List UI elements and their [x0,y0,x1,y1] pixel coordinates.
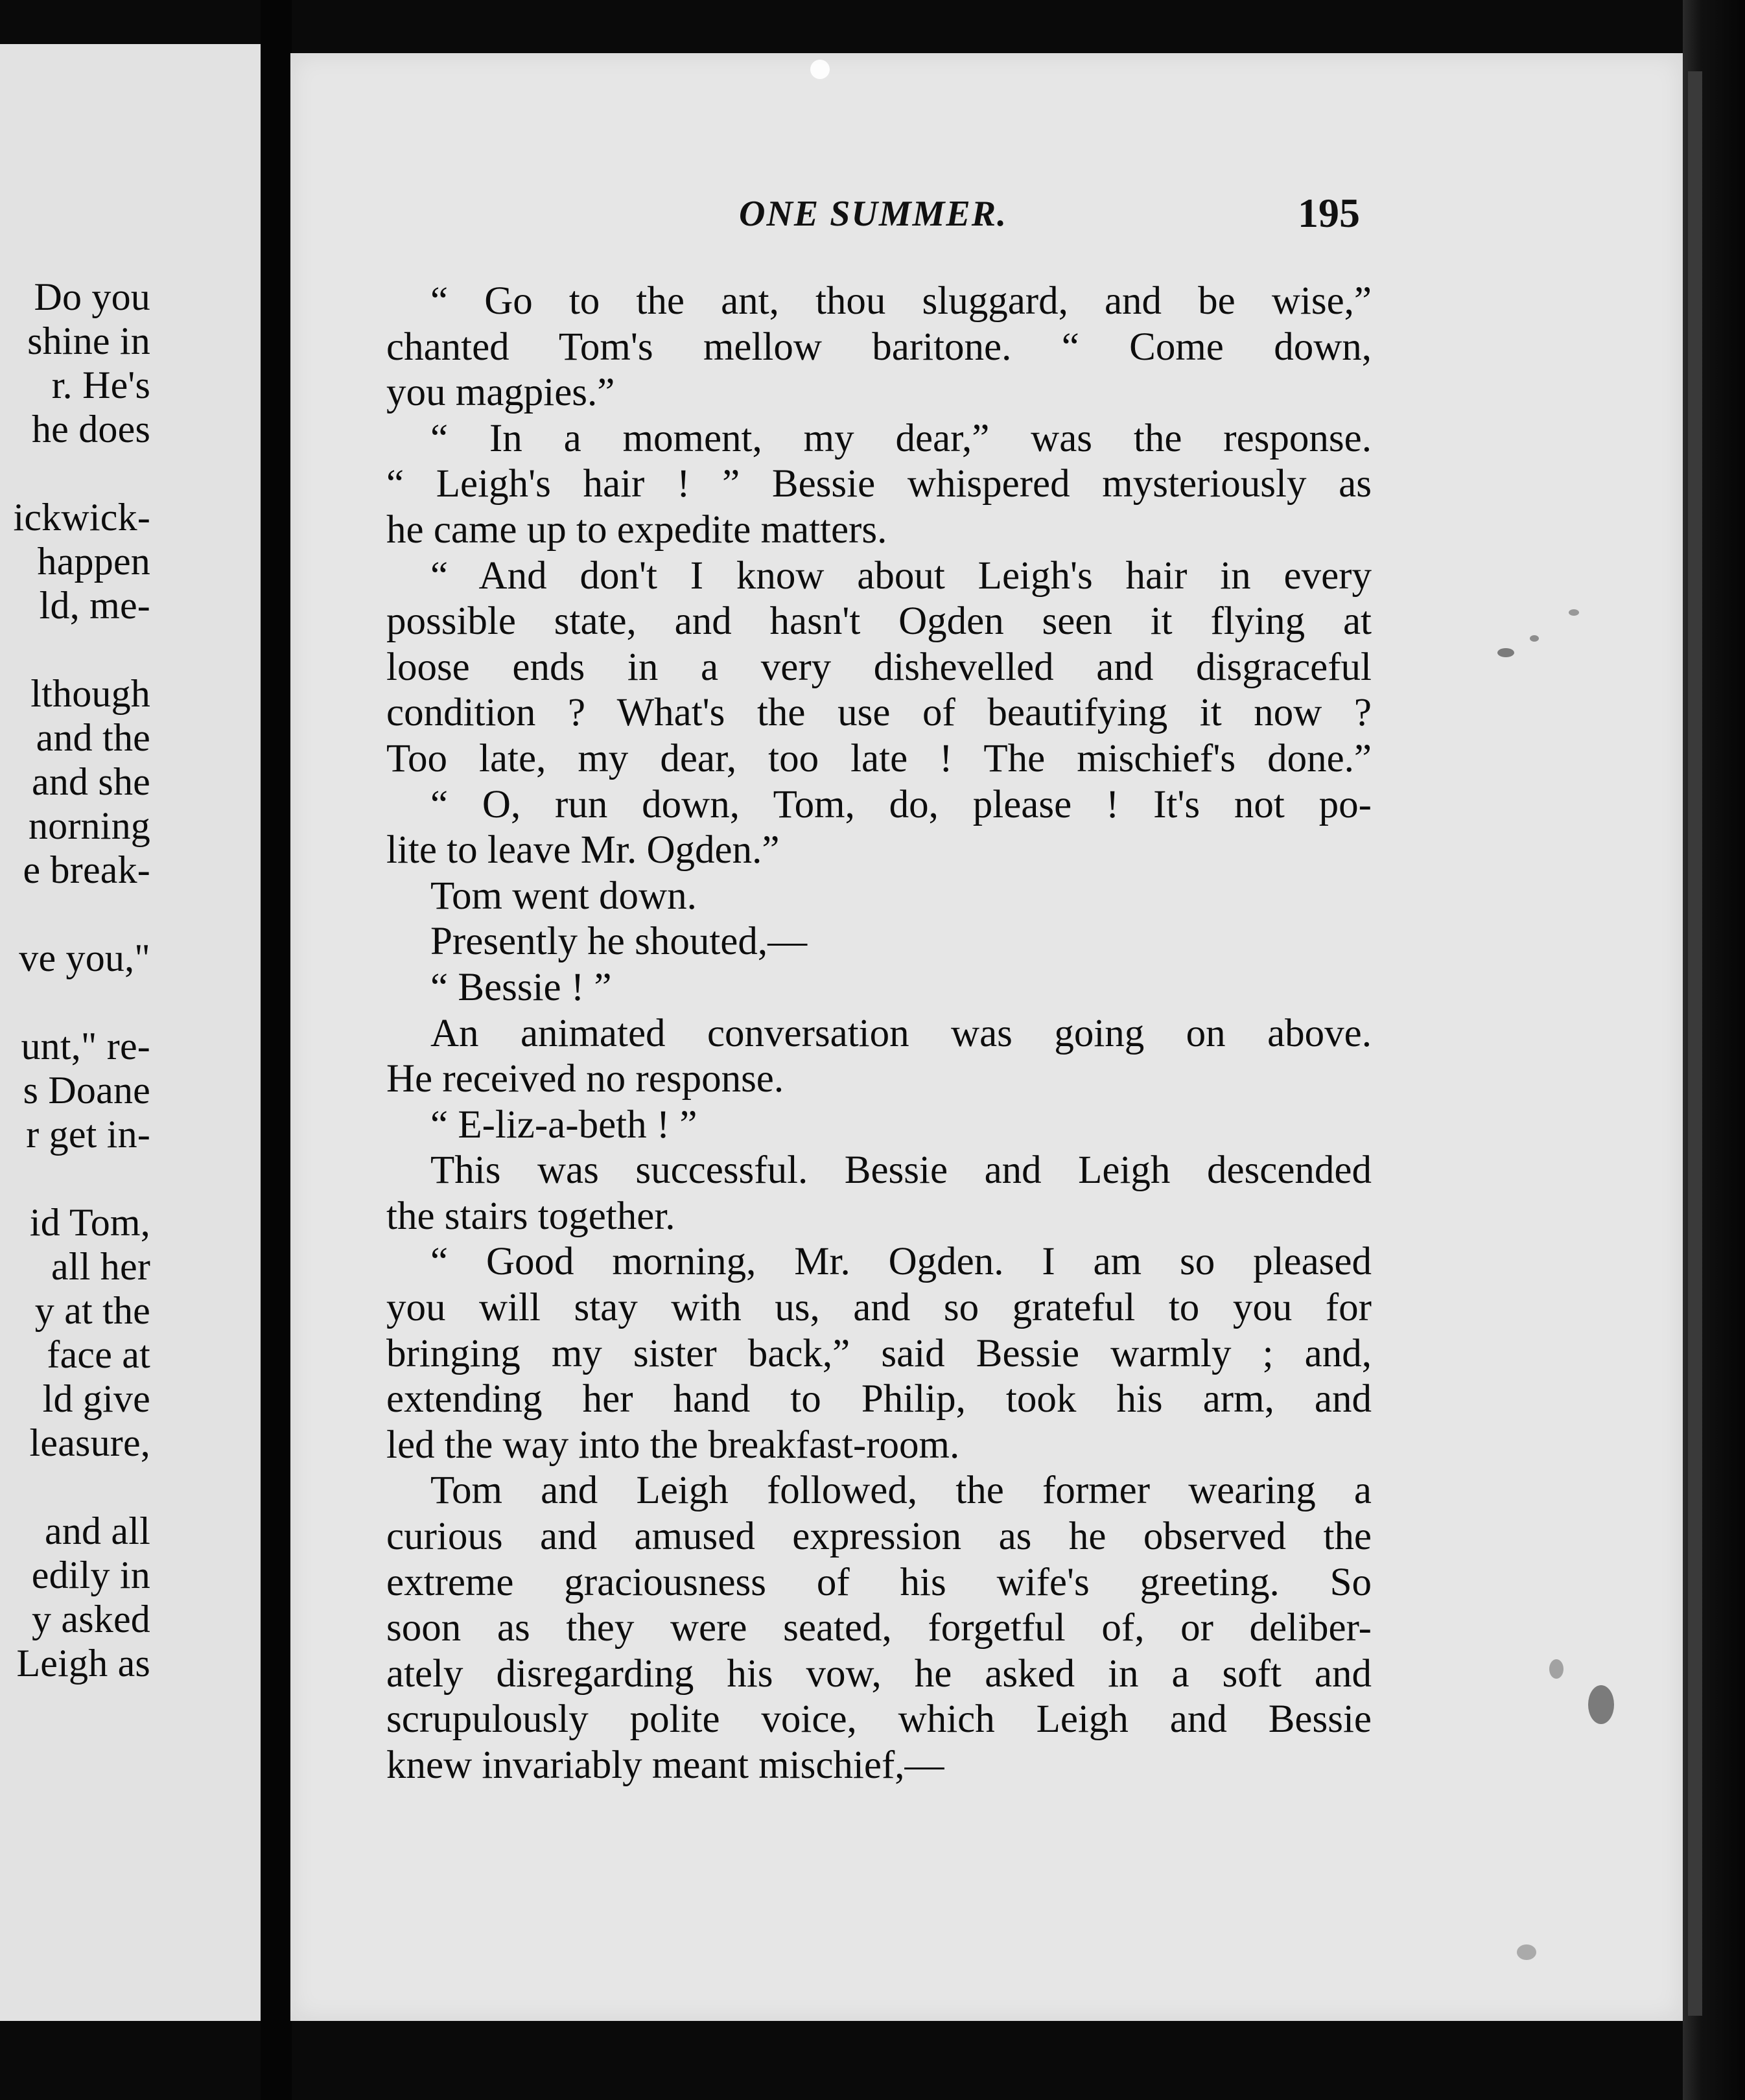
facing-page-line: leasure, [29,1421,150,1464]
text-line: “ Leigh's hair ! ” Bessie whispered mysteriously as [386,462,1372,506]
text-line: “ E-liz-a-beth ! ” [430,1102,697,1147]
text-line: led the way into the breakfast-room. [386,1423,960,1467]
facing-page-line: r get in- [26,1113,150,1156]
text-line: “ Go to the ant, thou sluggard, and be wise,” [430,279,1372,323]
facing-page-line: and she [31,760,150,803]
facing-page-line: happen [37,540,150,583]
text-line: “ And don't I know about Leigh's hair in every [430,554,1372,598]
facing-page-line: Do you [34,275,150,318]
facing-page-line: ve you," [19,937,150,979]
text-line: Tom went down. [430,874,697,918]
scan-speck [1530,635,1539,642]
scan-speck [1588,1685,1614,1724]
text-line: “ In a moment, my dear,” was the response. [430,416,1372,460]
facing-page-line: he does [31,408,150,450]
facing-page-line: all her [51,1245,150,1288]
scan-speck [1517,1944,1536,1960]
facing-page-fragment [0,44,261,2021]
facing-page-line: edily in [31,1554,150,1596]
text-line: chanted Tom's mellow baritone. “ Come down, [386,325,1372,369]
text-line: you will stay with us, and so grateful to you for [386,1286,1372,1330]
text-line: condition ? What's the use of beautifying it now ? [386,691,1372,735]
text-line: “ Good morning, Mr. Ogden. I am so pleased [430,1240,1372,1284]
facing-page-line: ld give [42,1377,150,1420]
facing-page-line: ickwick- [13,496,150,539]
scan-speck [1549,1659,1563,1679]
text-line: he came up to expedite matters. [386,508,887,552]
text-line: “ O, run down, Tom, do, please ! It's not po- [430,782,1372,826]
facing-page-line: norning [28,804,150,847]
text-line: An animated conversation was going on above. [430,1011,1372,1055]
text-line: ately disregarding his vow, he asked in a soft and [386,1651,1372,1696]
facing-page-line: id Tom, [29,1201,150,1244]
facing-page-line: e break- [23,848,150,891]
scan-speck [810,60,830,79]
scan-speck [1569,609,1579,616]
text-line: extreme graciousness of his wife's greeting. So [386,1560,1372,1604]
text-line: knew invariably meant mischief,— [386,1744,944,1787]
facing-page-line: face at [47,1333,150,1376]
running-head: ONE SUMMER. [739,194,1008,234]
scan-speck [1497,648,1514,657]
text-line: Presently he shouted,— [430,920,808,964]
facing-page-line: r. He's [51,364,150,406]
page-body-text [386,279,1372,1789]
text-line: the stairs together. [386,1194,675,1238]
text-line: Too late, my dear, too late ! The mischief's done.” [386,736,1372,780]
text-line: lite to leave Mr. Ogden.” [386,828,780,872]
facing-page-line: y asked [31,1598,150,1640]
book-edge-strip [1688,71,1702,2016]
page-number: 195 [1298,190,1360,236]
facing-page-line: lthough [30,672,150,715]
text-line: He received no response. [386,1057,784,1101]
text-line: you magpies.” [386,371,615,415]
facing-page-line: s Doane [23,1069,150,1112]
text-line: possible state, and hasn't Ogden seen it flying at [386,600,1372,644]
text-line: This was successful. Bessie and Leigh descended [430,1149,1372,1193]
facing-page-line: Leigh as [16,1642,150,1685]
facing-page-line: and all [44,1510,150,1552]
text-line: curious and amused expression as he observed the [386,1515,1372,1559]
facing-page-line: y at the [34,1289,150,1332]
facing-page-line: shine in [27,320,150,362]
facing-page-line: unt," re- [21,1025,150,1068]
text-line: soon as they were seated, forgetful of, or deliber- [386,1606,1372,1650]
facing-page-line: and the [36,716,150,759]
facing-page-line: ld, me- [39,584,150,627]
book-gutter [261,0,292,2100]
text-line: extending her hand to Philip, took his arm, and [386,1377,1372,1421]
text-line: Tom and Leigh followed, the former wearing a [430,1469,1372,1513]
text-line: scrupulously polite voice, which Leigh and Bessie [386,1698,1372,1742]
text-line: bringing my sister back,” said Bessie warmly ; and, [386,1331,1372,1375]
text-line: “ Bessie ! ” [430,965,612,1009]
text-line: loose ends in a very dishevelled and disgraceful [386,645,1372,689]
